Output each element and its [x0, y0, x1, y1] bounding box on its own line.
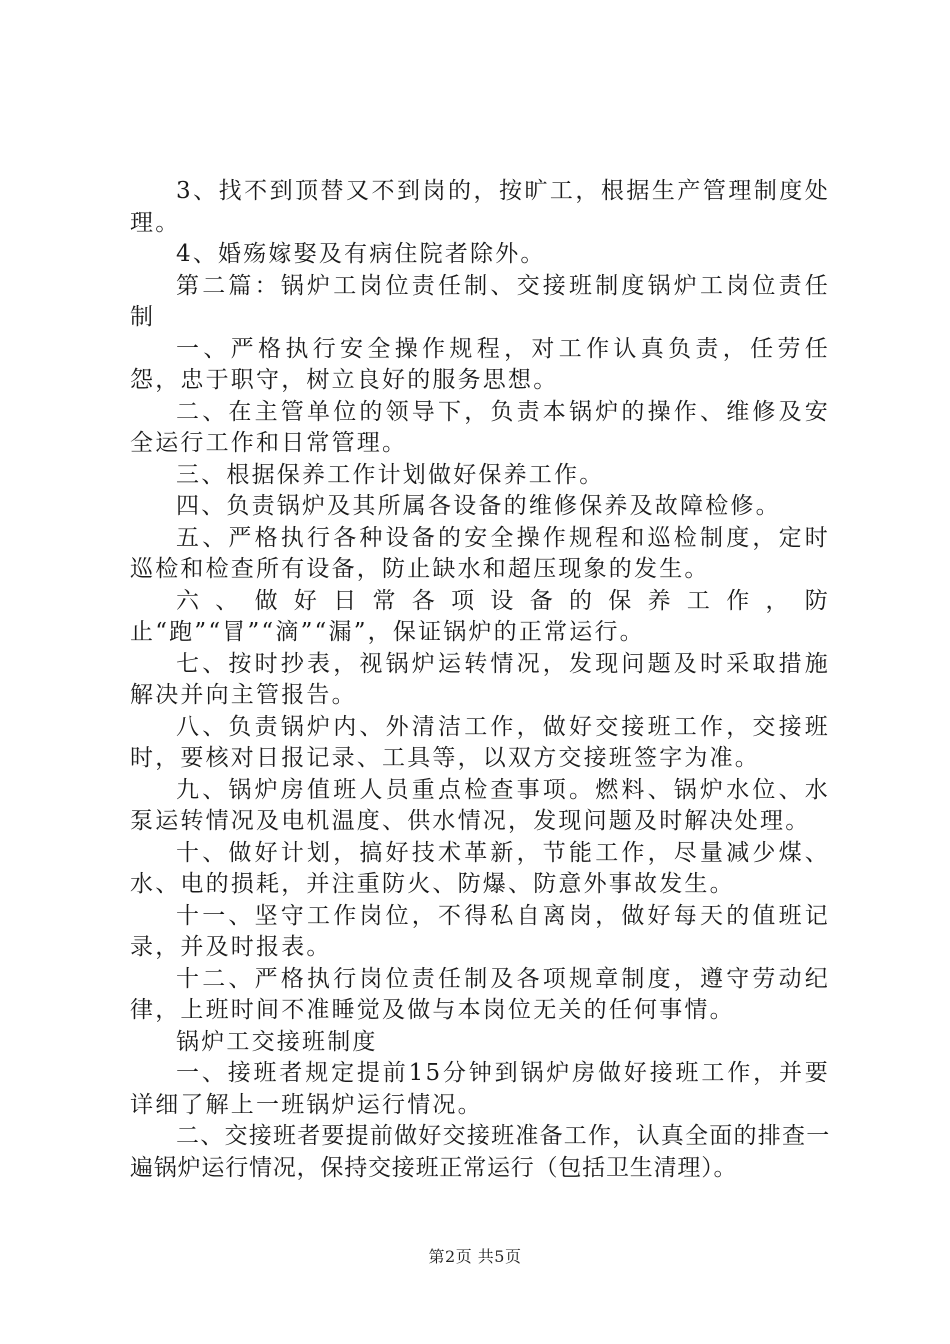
subsection-heading: 锅炉工交接班制度: [176, 1028, 378, 1055]
page-footer: [0, 1244, 950, 1267]
paragraph: 九、锅炉房值班人员重点检查事项。燃料、锅炉水位、水泵运转情况及电机温度、供水情况，发现问题及时解决处理。: [130, 776, 830, 834]
paragraph: 一、严格执行安全操作规程，对工作认真负责，任劳任怨，忠于职守，树立良好的服务思想。: [130, 335, 830, 393]
paragraph: 十一、坚守工作岗位，不得私自离岗，做好每天的值班记录，并及时报表。: [130, 902, 830, 960]
paragraph: 六、做好日常各项设备的保养工作，防止“跑”“冒”“滴”“漏”，保证锅炉的正常运行。: [130, 587, 830, 645]
section-heading: 第二篇：锅炉工岗位责任制、交接班制度锅炉工岗位责任制: [130, 272, 830, 330]
paragraph: 八、负责锅炉内、外清洁工作，做好交接班工作，交接班时，要核对日报记录、工具等，以双方交接班签字为准。: [130, 713, 830, 771]
paragraph: 十二、严格执行岗位责任制及各项规章制度，遵守劳动纪律，上班时间不准睡觉及做与本岗位无关的任何事情。: [130, 965, 830, 1023]
paragraph: 七、按时抄表，视锅炉运转情况，发现问题及时采取措施解决并向主管报告。: [130, 650, 830, 708]
paragraph: 四、负责锅炉及其所属各设备的维修保养及故障检修。: [176, 493, 781, 519]
document-body: [130, 176, 830, 1184]
paragraph: 一、接班者规定提前15分钟到锅炉房做好接班工作，并要详细了解上一班锅炉运行情况。: [130, 1060, 830, 1118]
paragraph: 五、严格执行各种设备的安全操作规程和巡检制度，定时巡检和检查所有设备，防止缺水和超压现象的发生。: [130, 524, 830, 582]
paragraph: 三、根据保养工作计划做好保养工作。: [176, 461, 605, 488]
paragraph: 二、交接班者要提前做好交接班准备工作，认真全面的排查一遍锅炉运行情况，保持交接班正常运行（包括卫生清理）。: [130, 1123, 830, 1181]
paragraph: 十、做好计划，搞好技术革新，节能工作，尽量减少煤、水、电的损耗，并注重防火、防爆、防意外事故发生。: [130, 839, 830, 897]
paragraph: 二、在主管单位的领导下，负责本锅炉的操作、维修及安全运行工作和日常管理。: [130, 398, 830, 456]
page-number: 第2页 共5页: [428, 1247, 522, 1266]
paragraph: 4、婚殇嫁娶及有病住院者除外。: [176, 241, 546, 267]
paragraph: 3、找不到顶替又不到岗的，按旷工，根据生产管理制度处理。: [130, 178, 830, 236]
